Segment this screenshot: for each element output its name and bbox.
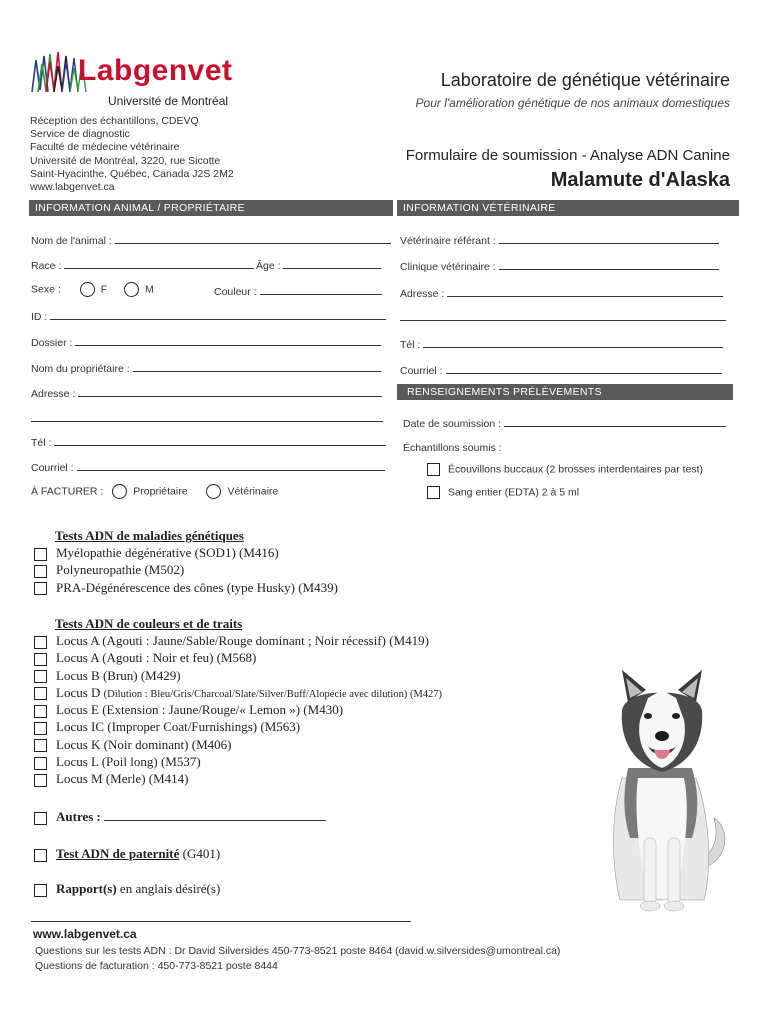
paternity-test[interactable] bbox=[34, 845, 220, 862]
disease-test-label: Myélopathie dégénérative (SOD1) (M416) bbox=[56, 545, 279, 560]
swab-label: Écouvillons buccaux (2 brosses interdentaires par test) bbox=[448, 463, 704, 476]
billing-field bbox=[31, 484, 278, 499]
address-line: Université de Montréal, 3220, rue Sicotte bbox=[30, 154, 221, 167]
vet-address-line bbox=[447, 286, 723, 297]
sex-f-label: F bbox=[100, 283, 108, 296]
sex-field bbox=[31, 282, 154, 297]
color-test-checkbox[interactable] bbox=[34, 739, 47, 752]
other-test[interactable] bbox=[34, 808, 326, 825]
billing-vet-label: Vétérinaire bbox=[227, 485, 279, 498]
color-test-label: Locus L (Poil long) (M537) bbox=[56, 754, 201, 770]
color-test-item[interactable] bbox=[34, 632, 442, 649]
disease-test-item[interactable] bbox=[34, 561, 338, 578]
footer-divider bbox=[31, 921, 411, 922]
submission-date-label: Date de soumission : bbox=[403, 418, 502, 430]
animal-name-line bbox=[115, 233, 391, 244]
locus-d-detail: (Dilution : Bleu/Gris/Charcoal/Slate/Silver/Buff/Alopécie avec dilution) (M427) bbox=[103, 688, 443, 700]
race-field[interactable] bbox=[31, 258, 254, 272]
color-test-checkbox[interactable] bbox=[34, 687, 47, 700]
vet-referrer-field[interactable] bbox=[400, 233, 719, 247]
english-report-checkbox[interactable] bbox=[34, 884, 47, 897]
color-test-label: Locus M (Merle) (M414) bbox=[56, 771, 189, 787]
form-title: Formulaire de soumission - Analyse ADN Canine bbox=[405, 147, 730, 164]
id-line bbox=[50, 309, 386, 320]
vet-clinic-label: Clinique vétérinaire : bbox=[400, 261, 496, 273]
disease-test-item[interactable] bbox=[34, 544, 338, 561]
alaskan-malamute-dog-icon bbox=[592, 668, 732, 918]
english-report-rest: en anglais désiré(s) bbox=[119, 881, 221, 896]
sex-label: Sexe : bbox=[31, 283, 61, 296]
color-test-checkbox[interactable] bbox=[34, 653, 47, 666]
paternity-label: Test ADN de paternité bbox=[56, 846, 180, 861]
sex-m-label: M bbox=[145, 283, 154, 296]
blood-option[interactable] bbox=[427, 486, 579, 499]
color-line bbox=[260, 284, 382, 295]
color-test-item[interactable] bbox=[34, 684, 442, 701]
color-test-item[interactable] bbox=[34, 770, 442, 787]
other-test-label: Autres : bbox=[56, 809, 101, 824]
owner-email-label: Courriel : bbox=[31, 462, 74, 474]
color-tests-title: Tests ADN de couleurs et de traits bbox=[55, 616, 243, 631]
color-test-label: Locus D bbox=[56, 684, 101, 700]
vet-referrer-label: Vétérinaire référant : bbox=[400, 235, 496, 247]
footer-test-questions: Questions sur les tests ADN : Dr David Silversides 450-773-8521 poste 8464 (david.w.silversides@umontreal.ca) bbox=[35, 945, 561, 957]
swab-checkbox[interactable] bbox=[427, 463, 440, 476]
vet-referrer-line bbox=[499, 233, 719, 244]
age-field[interactable] bbox=[256, 258, 381, 272]
vet-clinic-line bbox=[499, 259, 719, 270]
blood-checkbox[interactable] bbox=[427, 486, 440, 499]
color-test-item[interactable] bbox=[34, 667, 442, 684]
billing-owner-radio[interactable] bbox=[112, 484, 127, 499]
submission-date-field[interactable] bbox=[403, 416, 726, 430]
animal-name-field[interactable] bbox=[31, 233, 391, 247]
lab-subtitle: Pour l'amélioration génétique de nos animaux domestiques bbox=[415, 96, 730, 110]
paternity-code: (G401) bbox=[182, 846, 221, 861]
disease-tests-title: Tests ADN de maladies génétiques bbox=[55, 528, 244, 543]
sex-f-radio[interactable] bbox=[80, 282, 95, 297]
disease-test-item[interactable] bbox=[34, 579, 338, 596]
owner-name-field[interactable] bbox=[31, 361, 381, 375]
owner-phone-line bbox=[54, 435, 386, 446]
race-line bbox=[64, 258, 254, 269]
owner-address-line-2[interactable] bbox=[31, 421, 383, 422]
owner-name-label: Nom du propriétaire : bbox=[31, 363, 130, 375]
english-report[interactable] bbox=[34, 880, 220, 897]
color-field[interactable] bbox=[214, 284, 382, 298]
logo-university: Université de Montréal bbox=[108, 94, 229, 108]
color-test-item[interactable] bbox=[34, 736, 442, 753]
billing-owner-label: Propriétaire bbox=[133, 485, 188, 498]
color-test-checkbox[interactable] bbox=[34, 670, 47, 683]
owner-address-line bbox=[78, 386, 382, 397]
vet-email-label: Courriel : bbox=[400, 365, 443, 377]
color-test-item[interactable] bbox=[34, 753, 442, 770]
english-report-label: Rapport(s) bbox=[56, 881, 117, 896]
id-label: ID : bbox=[31, 311, 48, 323]
file-label: Dossier : bbox=[31, 337, 73, 349]
vet-clinic-field[interactable] bbox=[400, 259, 719, 273]
samples-section-header: RENSEIGNEMENTS PRÉLÈVEMENTS bbox=[397, 384, 733, 400]
paternity-checkbox[interactable] bbox=[34, 849, 47, 862]
color-test-label: Locus B (Brun) (M429) bbox=[56, 667, 181, 683]
color-test-item[interactable] bbox=[34, 701, 442, 718]
submission-date-line bbox=[504, 416, 726, 427]
vet-address-field[interactable] bbox=[400, 286, 723, 300]
logo-name: Labgenvet bbox=[78, 54, 233, 87]
file-field[interactable] bbox=[31, 335, 381, 349]
disease-test-checkbox[interactable] bbox=[34, 582, 47, 595]
billing-label: À FACTURER : bbox=[31, 485, 104, 498]
address-line: Service de diagnostic bbox=[30, 128, 130, 141]
owner-email-line bbox=[77, 460, 385, 471]
color-test-checkbox[interactable] bbox=[34, 636, 47, 649]
disease-test-checkbox[interactable] bbox=[34, 548, 47, 561]
disease-test-checkbox[interactable] bbox=[34, 565, 47, 578]
color-test-label: Locus A (Agouti : Noir et feu) (M568) bbox=[56, 650, 257, 666]
vet-phone-label: Tél : bbox=[400, 339, 421, 351]
address-line: www.labgenvet.ca bbox=[30, 181, 115, 194]
blood-label: Sang entier (EDTA) 2 à 5 ml bbox=[448, 486, 580, 499]
color-label: Couleur : bbox=[214, 286, 257, 298]
footer-billing-questions: Questions de facturation : 450-773-8521 poste 8444 bbox=[35, 960, 278, 972]
color-test-label: Locus E (Extension : Jaune/Rouge/« Lemon ») (M430) bbox=[56, 702, 344, 718]
vet-phone-field[interactable] bbox=[400, 337, 723, 351]
color-test-checkbox[interactable] bbox=[34, 722, 47, 735]
address-line: Saint-Hyacinthe, Québec, Canada J2S 2M2 bbox=[30, 167, 234, 180]
color-test-checkbox[interactable] bbox=[34, 774, 47, 787]
breed-title: Malamute d'Alaska bbox=[550, 169, 730, 191]
color-test-item[interactable] bbox=[34, 649, 442, 666]
age-label: Âge : bbox=[256, 260, 281, 272]
id-field[interactable] bbox=[31, 309, 386, 323]
animal-name-label: Nom de l'animal : bbox=[31, 235, 112, 247]
disease-test-label: Polyneuropathie (M502) bbox=[56, 562, 185, 578]
owner-email-field[interactable] bbox=[31, 460, 385, 474]
address-line: Réception des échantillons, CDEVQ bbox=[30, 115, 199, 127]
address-block bbox=[30, 115, 234, 194]
owner-phone-field[interactable] bbox=[31, 435, 386, 449]
animal-section-header: INFORMATION ANIMAL / PROPRIÉTAIRE bbox=[29, 200, 393, 216]
disease-tests-list bbox=[34, 544, 338, 596]
owner-address-label: Adresse : bbox=[31, 388, 76, 400]
color-test-label: Locus K (Noir dominant) (M406) bbox=[56, 736, 232, 752]
swab-option[interactable] bbox=[427, 463, 703, 476]
disease-test-label: PRA-Dégénérescence des cônes (type Husky) (M439) bbox=[56, 579, 338, 595]
file-line bbox=[75, 335, 381, 346]
sex-m-radio[interactable] bbox=[124, 282, 139, 297]
color-tests-list bbox=[34, 632, 442, 788]
owner-phone-label: Tél : bbox=[31, 437, 52, 449]
race-label: Race : bbox=[31, 260, 62, 272]
vet-extra-line[interactable] bbox=[400, 320, 726, 321]
lab-title: Laboratoire de génétique vétérinaire bbox=[440, 70, 730, 90]
billing-vet-radio[interactable] bbox=[206, 484, 221, 499]
vet-email-line bbox=[446, 363, 722, 374]
vet-email-field[interactable] bbox=[400, 363, 722, 377]
other-test-line bbox=[104, 809, 326, 821]
owner-name-line bbox=[133, 361, 381, 372]
footer-url[interactable]: www.labgenvet.ca bbox=[33, 927, 137, 941]
color-test-item[interactable] bbox=[34, 718, 442, 735]
color-test-checkbox[interactable] bbox=[34, 757, 47, 770]
age-line bbox=[283, 258, 381, 269]
samples-submitted-label: Échantillons soumis : bbox=[403, 442, 502, 454]
color-test-label: Locus IC (Improper Coat/Furnishings) (M563) bbox=[56, 719, 301, 735]
color-test-label: Locus A (Agouti : Jaune/Sable/Rouge dominant ; Noir récessif) (M419) bbox=[56, 633, 429, 648]
other-test-checkbox[interactable] bbox=[34, 812, 47, 825]
owner-address-field[interactable] bbox=[31, 386, 382, 400]
address-line: Faculté de médecine vétérinaire bbox=[30, 141, 180, 154]
logo bbox=[30, 48, 245, 110]
vet-section-header: INFORMATION VÉTÉRINAIRE bbox=[397, 200, 739, 216]
vet-phone-line bbox=[423, 337, 723, 348]
vet-address-label: Adresse : bbox=[400, 288, 445, 300]
color-test-checkbox[interactable] bbox=[34, 705, 47, 718]
